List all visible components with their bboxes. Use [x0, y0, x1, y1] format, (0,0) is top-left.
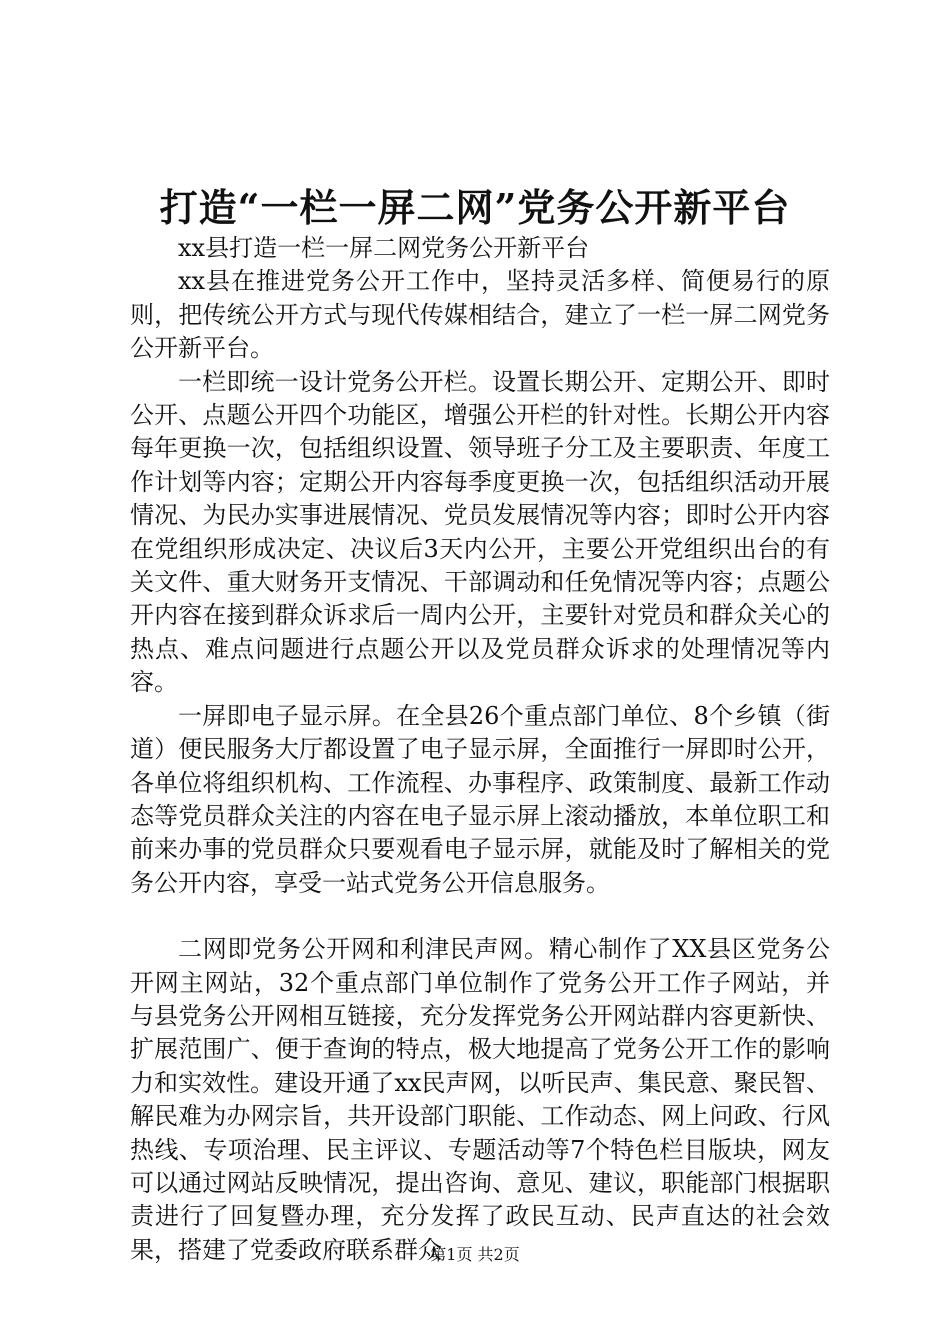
- paragraph-subtitle: xx县打造一栏一屏二网党务公开新平台: [178, 234, 590, 262]
- document-title: 打造“一栏一屏二网”党务公开新平台: [159, 185, 791, 230]
- paragraph-two-networks: 二网即党务公开网和利津民声网。精心制作了XX县区党务公开网主网站，32个重点部门单位制作了党务公开工作子网站，并与县党务公开网相互链接，充分发挥党务公开网站群内容更新快、扩展范围广、便于查询的特点，极大地提高了党务公开工作的影响力和实效性。建设开通了xx民声网，以听民声、集民意、聚民智、解民难为办网宗旨，共开设部门职能、工作动态、网上问政、行风热线、专项治理、民主评议、专题活动等7个特色栏目版块，网友可以通过网站反映情况，提出咨询、意见、建议，职能部门根据职责进行了回复暨办理，充分发挥了政民互动、民声直达的社会效果，搭建了党委政府联系群众: [130, 935, 830, 1264]
- page-footer: 第1页 共2页: [430, 1245, 520, 1264]
- paragraph-one-column: 一栏即统一设计党务公开栏。设置长期公开、定期公开、即时公开、点题公开四个功能区，增强公开栏的针对性。长期公开内容每年更换一次，包括组织设置、领导班子分工及主要职责、年度工作计划等内容；定期公开内容每季度更换一次，包括组织活动开展情况、为民办实事进展情况、党员发展情况等内容；即时公开内容在党组织形成决定、决议后3天内公开，主要公开党组织出台的有关文件、重大财务开支情况、干部调动和任免情况等内容；点题公开内容在接到群众诉求后一周内公开，主要针对党员和群众关心的热点、难点问题进行点题公开以及党员群众诉求的处理情况等内容。: [130, 367, 830, 697]
- paragraph-one-screen: 一屏即电子显示屏。在全县26个重点部门单位、8个乡镇（街道）便民服务大厅都设置了电子显示屏，全面推行一屏即时公开，各单位将组织机构、工作流程、办事程序、政策制度、最新工作动态等党员群众关注的内容在电子显示屏上滚动播放，本单位职工和前来办事的党员群众只要观看电子显示屏，就能及时了解相关的党务公开内容，享受一站式党务公开信息服务。: [130, 701, 830, 897]
- document-body: [130, 232, 830, 1267]
- paragraph-intro: xx县在推进党务公开工作中，坚持灵活多样、简便易行的原则，把传统公开方式与现代传媒相结合，建立了一栏一屏二网党务公开新平台。: [130, 267, 830, 363]
